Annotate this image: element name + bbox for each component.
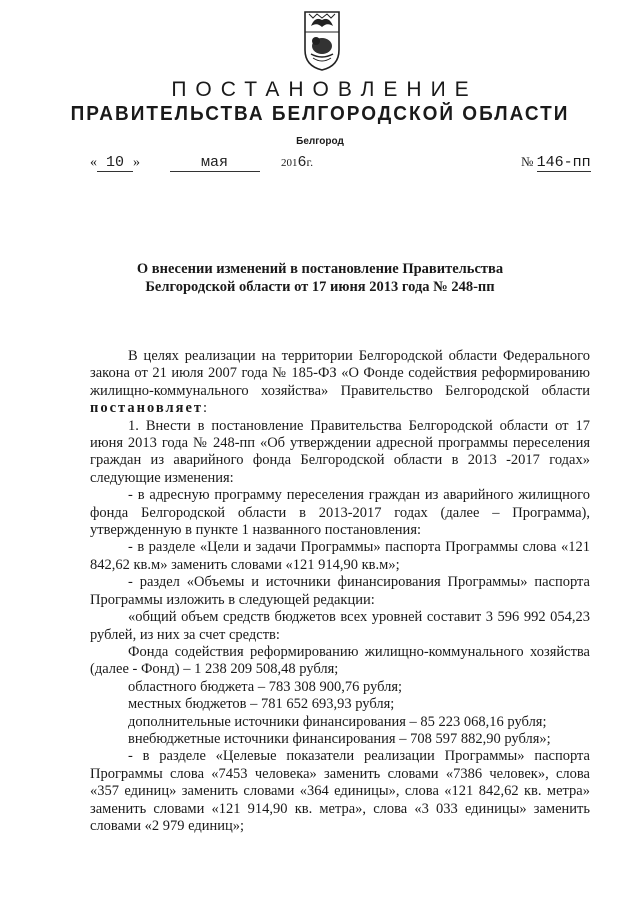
date-month: мая [170, 154, 260, 172]
paragraph-additional-sources: дополнительные источники финансирования – 85 223 068,16 рубля; [128, 713, 547, 730]
date-close-quote: » [133, 155, 140, 170]
number-value: 146-пп [536, 154, 591, 171]
issuer-title: ПРАВИТЕЛЬСТВА БЕЛГОРОДСКОЙ ОБЛАСТИ [70, 103, 570, 126]
date-year-tail: г. [306, 155, 314, 169]
coat-of-arms-icon [303, 10, 341, 72]
city-name: Белгород [296, 136, 344, 147]
paragraph-regional-budget: областного бюджета – 783 308 900,76 рубля; [128, 678, 403, 695]
paragraph-preamble [90, 348, 590, 418]
paragraph-goals-section: - в разделе «Цели и задачи Программы» паспорта Программы слова «121 842,62 кв.м» заменить словами «121 914,90 кв.м»; [90, 539, 590, 573]
date-year-suffix: 6 [297, 154, 307, 171]
preamble-end: : [203, 400, 208, 417]
document-number [521, 154, 591, 171]
paragraph-target-indicators: - в разделе «Целевые показатели реализации Программы» паспорта Программы слова «7453 человека» заменить словами «7386 человек», слова «357 единиц» заменить словами «364 единицы», слова «121 842,62 кв. метра» заменить словами «121 914,90 кв. метра», слова «3 033 единицы» заменить словами «2 979 единиц»; [90, 748, 590, 834]
resolves-word: постановляет [90, 400, 204, 417]
preamble-text: В целях реализации на территории Белгородской области Федерального закона от 21 июля 2007 года № 185-ФЗ «О Фонде содействия реформированию жилищно-коммунального хозяйства» Правительство Белгородской области [90, 348, 590, 399]
date-year-prefix: 201 [281, 157, 298, 169]
paragraph-funding-section: - раздел «Объемы и источники финансирования Программы» паспорта Программы изложить в следующей редакции: [90, 574, 590, 608]
paragraph-local-budgets: местных бюджетов – 781 652 693,93 рубля; [128, 696, 395, 713]
paragraph-extrabudgetary-sources: внебюджетные источники финансирования – 708 597 882,90 рубля»; [128, 730, 551, 747]
paragraph-total-funding: «общий объем средств бюджетов всех уровней составит 3 596 992 054,23 рублей, из них за счет средств: [90, 609, 590, 643]
date-day: 10 [97, 154, 133, 172]
date-open-quote: « [90, 155, 97, 170]
paragraph-item-1: 1. Внести в постановление Правительства Белгородской области от 17 июня 2013 года № 248-пп «Об утверждении адресной программы переселения граждан из аварийного фонда Белгородской области в 2013 -2017 годах» следующие изменения: [90, 417, 590, 486]
number-label: № [521, 154, 534, 169]
document-date [90, 154, 313, 172]
paragraph-fund-amount: Фонда содействия реформированию жилищно-коммунального хозяйства (далее - Фонд) – 1 238 209 508,48 рубля; [90, 643, 590, 678]
document-type-title: ПОСТАНОВЛЕНИЕ [171, 78, 478, 101]
paragraph-program-changes: - в адресную программу переселения граждан из аварийного жилищного фонда Белгородской области в 2013-2017 годах (далее – Программа), утвержденную в пункте 1 названного постановления: [90, 487, 590, 539]
document-subject [0, 260, 640, 296]
document-body [90, 348, 590, 835]
subject-line-1: О внесении изменений в постановление Правительства [136, 261, 504, 277]
subject-line-2: Белгородской области от 17 июня 2013 года № 248-пп [145, 279, 495, 295]
